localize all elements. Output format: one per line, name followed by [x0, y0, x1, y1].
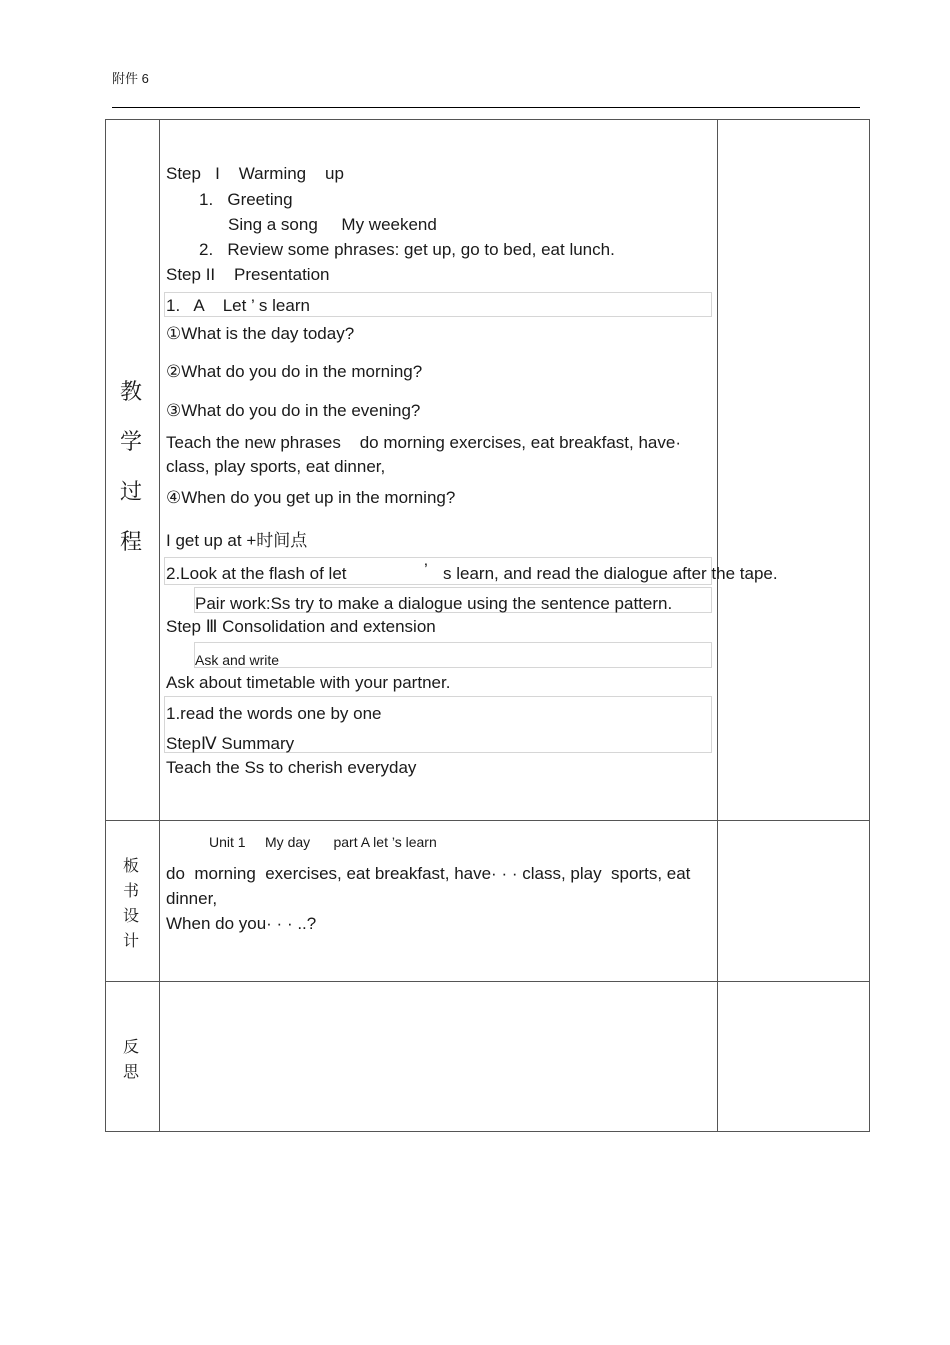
teach-cherish: Teach the Ss to cherish everyday: [166, 758, 417, 777]
read-words: 1.read the words one by one: [166, 704, 382, 723]
section-label-board-design: 板 书 设 计: [122, 856, 139, 950]
table-col-divider-2: [717, 119, 718, 1131]
table-border-left: [105, 119, 106, 1131]
table-border-bottom: [105, 1131, 870, 1132]
board-line-3: When do you· · · ..?: [166, 914, 317, 933]
ask-timetable: Ask about timetable with your partner.: [166, 673, 451, 692]
table-border-top: [105, 119, 870, 120]
table-row-divider-1: [105, 820, 870, 821]
flash-instruction-apostrophe: ’: [424, 560, 428, 579]
teach-phrases-line-2: class, play sports, eat dinner,: [166, 457, 386, 476]
answer-pattern: I get up at +时间点: [166, 531, 308, 550]
step1-item-review: 2. Review some phrases: get up, go to bed, eat lunch.: [199, 240, 615, 259]
table-row-divider-2: [105, 981, 870, 982]
section-label-reflection: 反 思: [122, 1037, 139, 1081]
table-border-right: [869, 119, 870, 1131]
board-heading: Unit 1 My day part A let ’s learn: [209, 834, 437, 850]
flash-instruction-part-2: s learn, and read the dialogue after the tape.: [443, 564, 778, 583]
ask-and-write: Ask and write: [195, 652, 280, 668]
board-line-1: do morning exercises, eat breakfast, have· · · class, play sports, eat: [166, 864, 691, 883]
question-3: ③What do you do in the evening?: [166, 401, 421, 420]
question-4: ④When do you get up in the morning?: [166, 488, 456, 507]
flash-instruction-part-1: 2.Look at the flash of let: [166, 564, 347, 583]
step2-title: Step II Presentation: [166, 265, 330, 284]
step3-title: Step Ⅲ Consolidation and extension: [166, 617, 436, 636]
question-2: ②What do you do in the morning?: [166, 362, 423, 381]
step1-title: Step I Warming up: [166, 164, 344, 183]
section-label-teaching-process: 教 学 过 程: [119, 380, 142, 555]
step1-item-greeting: 1. Greeting: [199, 190, 293, 209]
teach-phrases-line-1: Teach the new phrases do morning exercises, eat breakfast, have·: [166, 433, 681, 452]
pair-work: Pair work:Ss try to make a dialogue using the sentence pattern.: [195, 594, 673, 613]
step4-title: StepⅣ Summary: [166, 734, 295, 753]
attachment-label: 附件 6: [112, 71, 149, 86]
header-divider: [112, 107, 860, 108]
question-1: ①What is the day today?: [166, 324, 355, 343]
step2-item-lets-learn: 1. A Let ’ s learn: [166, 296, 310, 315]
table-col-divider-1: [159, 119, 160, 1131]
board-line-2: dinner,: [166, 889, 218, 908]
step1-song: Sing a song My weekend: [228, 215, 437, 234]
